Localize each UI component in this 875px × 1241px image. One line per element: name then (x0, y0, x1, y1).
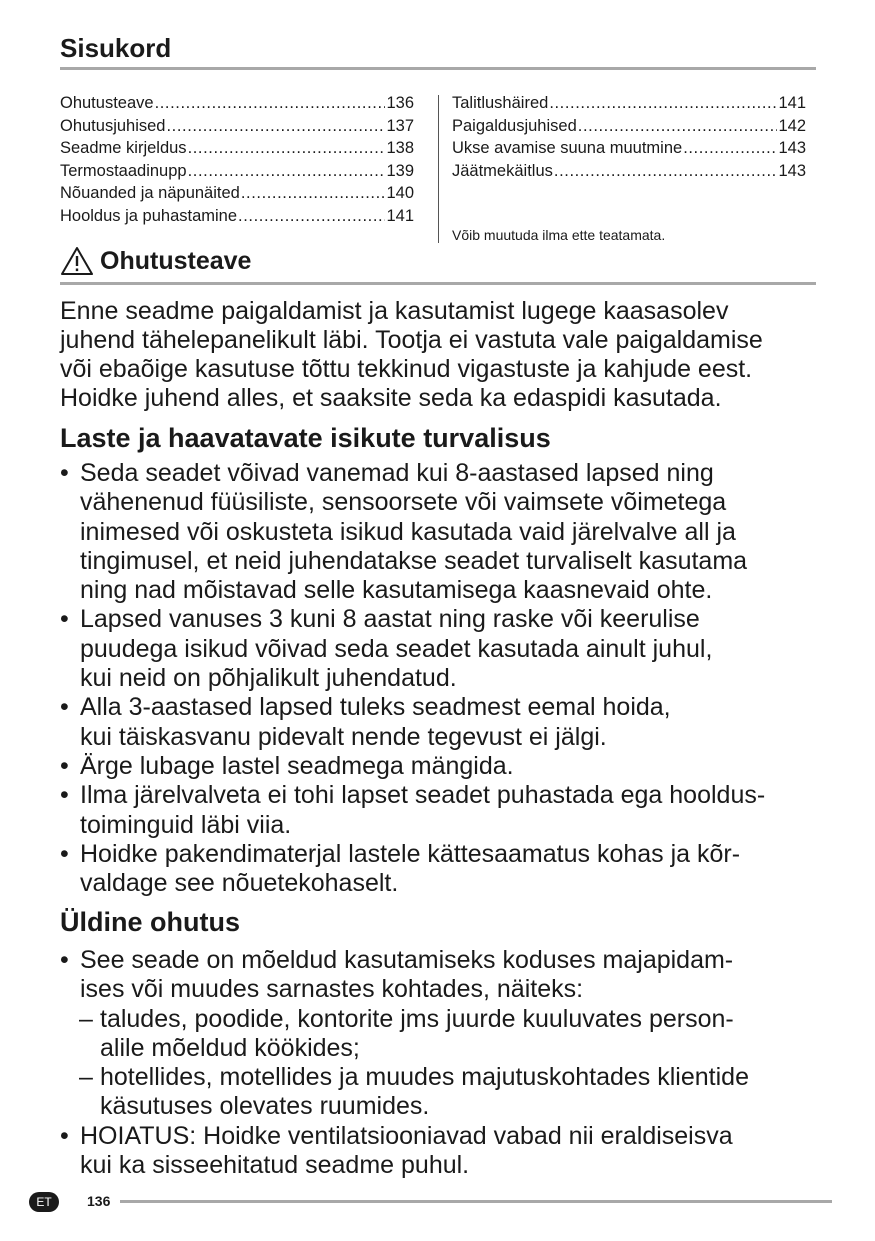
children-heading: Laste ja haavatavate isikute turvalisus (60, 423, 551, 453)
toc-entry[interactable]: Termostaadinupp ..... 139 (60, 160, 414, 183)
intro-paragraph: Enne seadme paigaldamist ja kasutamist lugege kaasasolev juhend tähelepanelikult läbi. Tootja ei vastuta vale paigaldamise või ebaõige kasutuse tõttu tekkinud vigastuste ja kahjude eest. Hoidke juhend alles, et saaksite seda ka edaspidi kasutada. (60, 297, 763, 412)
toc-entry[interactable]: Ohutusjuhised ..... 137 (60, 115, 414, 138)
toc-entry[interactable]: Seadme kirjeldus ..... 138 (60, 137, 414, 160)
language-badge: ET (29, 1192, 59, 1212)
toc-right (452, 92, 806, 182)
toc-entry[interactable]: Nõuanded ja näpunäited ..... 140 (60, 182, 414, 205)
list-item: • Alla 3-aastased lapsed tuleks seadmest eemal hoida, kui täiskasvanu pidevalt nende tegevust ei jälgi. (60, 693, 765, 752)
toc-left (60, 92, 414, 227)
page-title: Sisukord (60, 33, 172, 63)
list-item: • Ärge lubage lastel seadmega mängida. (60, 752, 765, 781)
general-bullets (60, 946, 749, 1180)
sub-list-item: – taludes, poodide, kontorite jms juurde kuuluvates person- alile mõeldud köökides; (60, 1005, 749, 1064)
sub-list-item: – hotellides, motellides ja muudes majutuskohtades klientide käsutuses olevates ruumides. (60, 1063, 749, 1122)
toc-entry[interactable]: Talitlushäired ..... 141 (452, 92, 806, 115)
list-item: • Seda seadet võivad vanemad kui 8-aastased lapsed ning vähenenud füüsiliste, sensoorsete või vaimsete võimetega inimesed või oskusteta isikud kasutada vaid järelvalve all ja tingimusel, et neid juhendatakse seadet turvaliselt kasutama ning nad mõistavad selle kasutamisega kaasnevaid ohte. (60, 459, 765, 605)
toc-entry[interactable]: Hooldus ja puhastamine ..... 141 (60, 205, 414, 228)
section-rule (60, 282, 816, 285)
toc-note: Võib muutuda ilma ette teatamata. (452, 227, 666, 243)
toc-entry[interactable]: Jäätmekäitlus ..... 143 (452, 160, 806, 183)
warning-icon (60, 246, 94, 276)
title-rule (60, 67, 816, 70)
toc-divider (438, 95, 439, 243)
list-item: • Hoidke pakendimaterjal lastele kättesaamatus kohas ja kõr- valdage see nõuetekohaselt. (60, 840, 765, 899)
toc-entry[interactable]: Paigaldusjuhised ..... 142 (452, 115, 806, 138)
children-bullets (60, 459, 765, 898)
list-item: • Ilma järelvalveta ei tohi lapset seadet puhastada ega hooldus- toiminguid läbi viia. (60, 781, 765, 840)
toc-entry[interactable]: Ohutusteave ..... 136 (60, 92, 414, 115)
list-item: • HOIATUS: Hoidke ventilatsiooniavad vabad nii eraldiseisva kui ka sisseehitatud seadme puhul. (60, 1122, 749, 1181)
list-item: • See seade on mõeldud kasutamiseks koduses majapidam- ises või muudes sarnastes kohtades, näiteks: (60, 946, 749, 1005)
list-item: • Lapsed vanuses 3 kuni 8 aastat ning raske või keerulise puudega isikud võivad seda seadet kasutada ainult juhul, kui neid on põhjalikult juhendatud. (60, 605, 765, 693)
page-number: 136 (87, 1193, 111, 1209)
footer-rule (120, 1200, 832, 1203)
general-heading: Üldine ohutus (60, 907, 240, 937)
section-heading (60, 246, 251, 276)
section-title: Ohutusteave (100, 246, 252, 275)
toc-entry[interactable]: Ukse avamise suuna muutmine ..... 143 (452, 137, 806, 160)
